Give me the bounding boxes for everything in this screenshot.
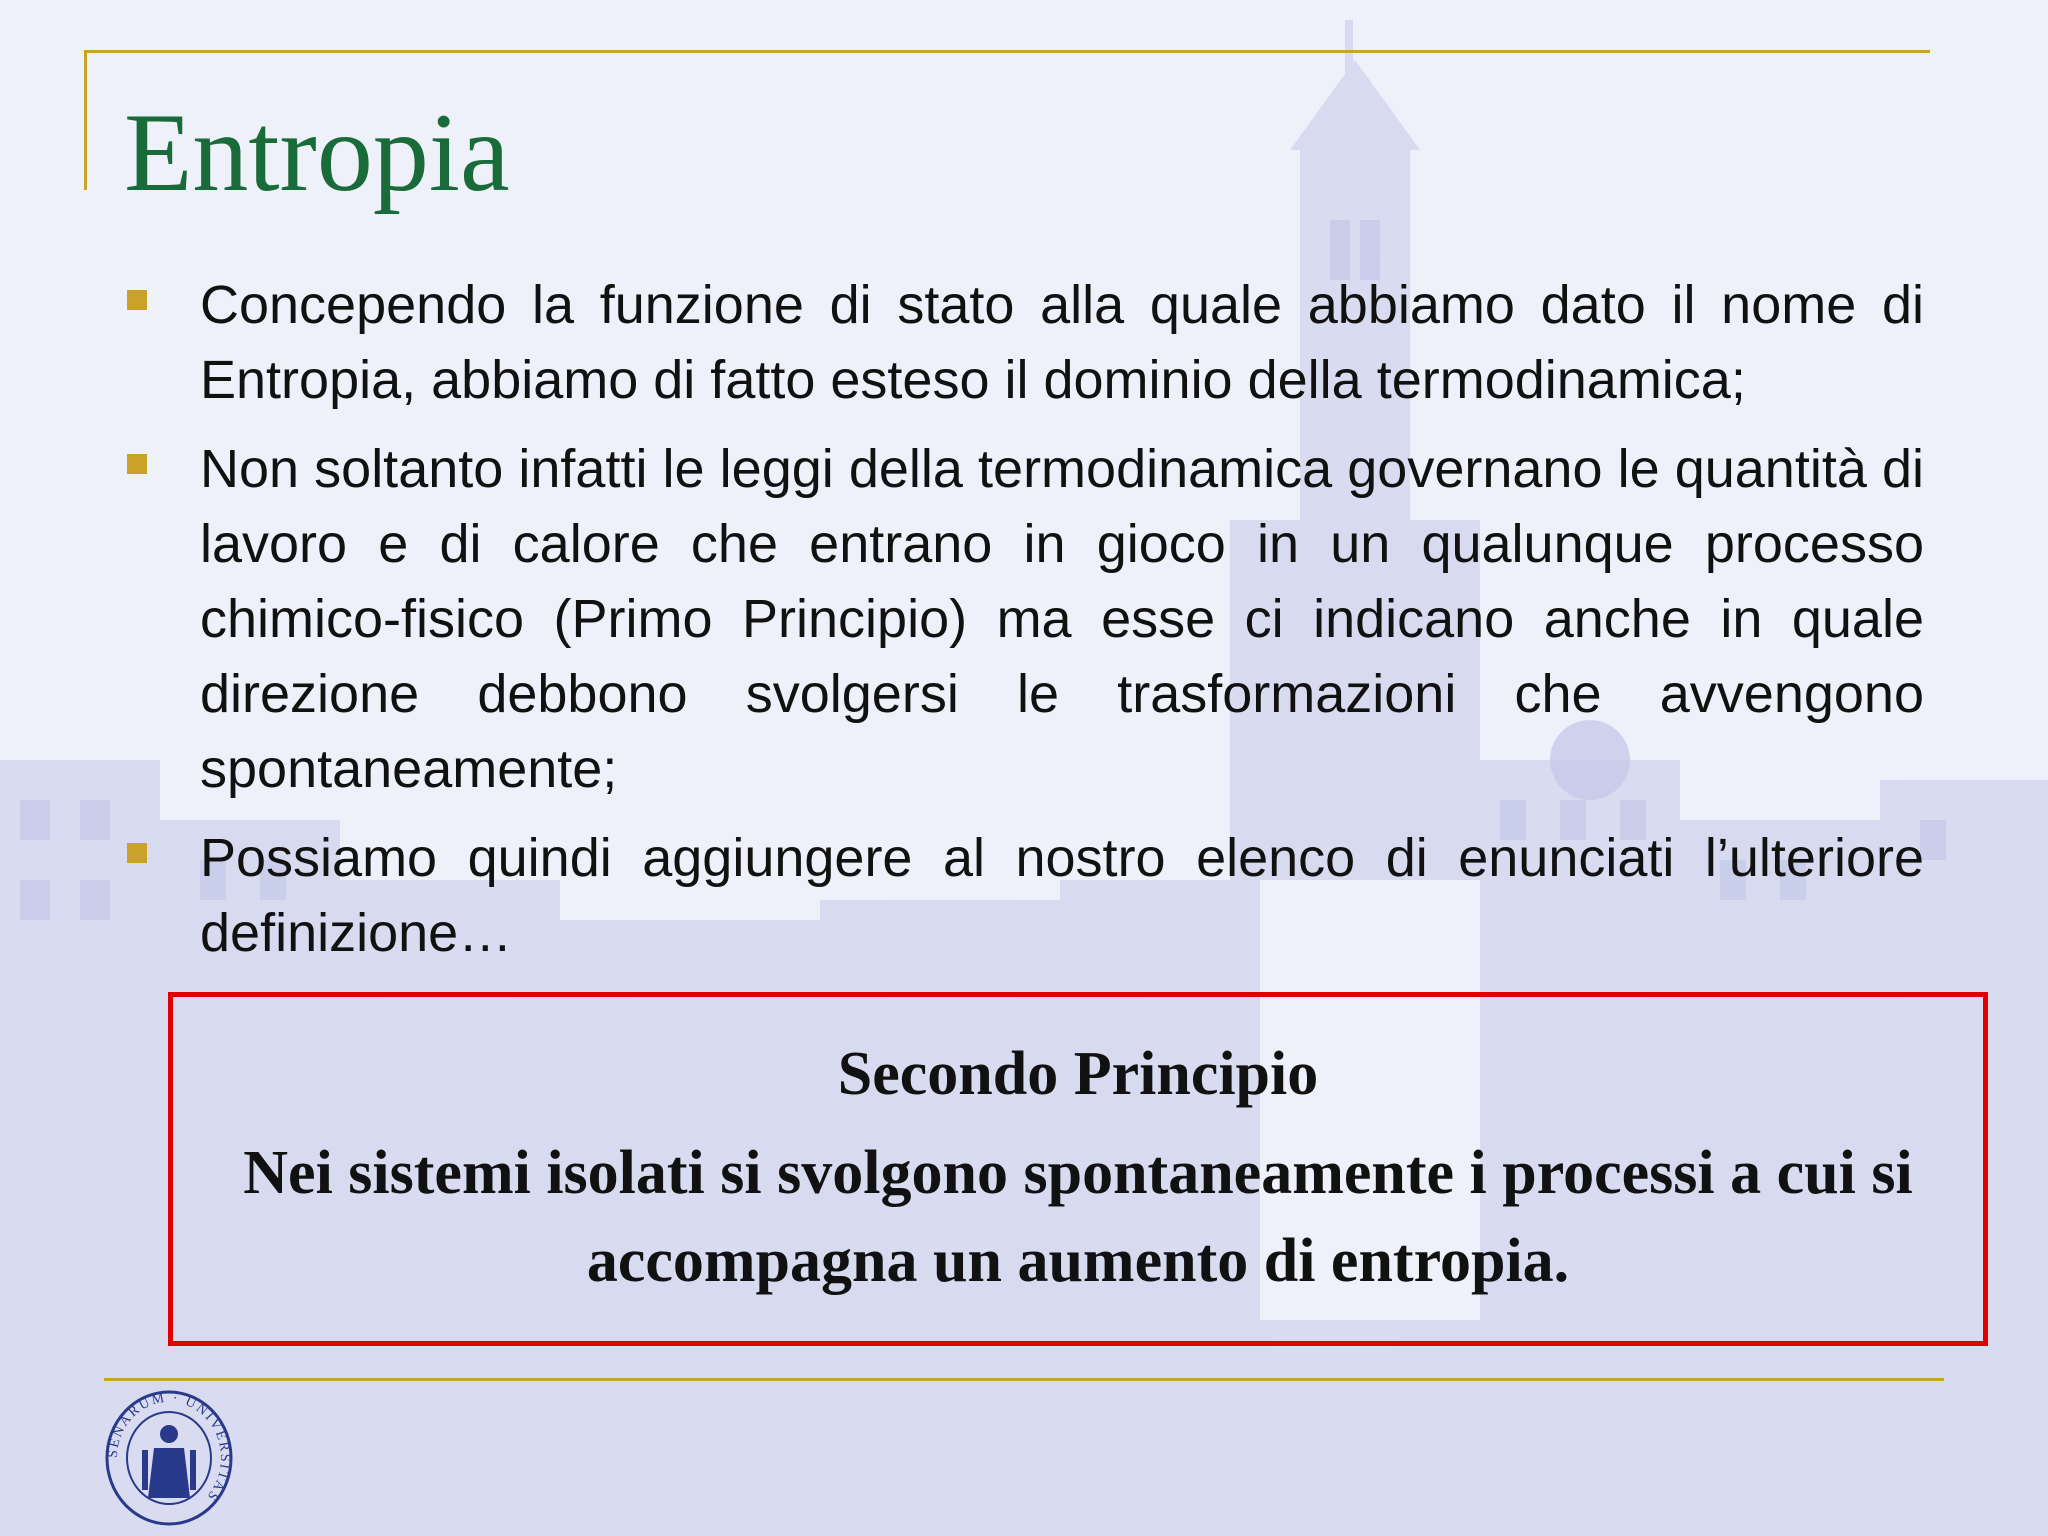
slide-title: Entropia	[124, 91, 510, 215]
box-statement: Nei sistemi isolati si svolgono spontaneamente i processi a cui si accompagna un aumento di entropia.	[243, 1139, 1913, 1295]
bullet-list	[124, 268, 1924, 985]
box-heading: Secondo Principio	[837, 1040, 1319, 1108]
bottom-rule	[104, 1378, 1944, 1381]
top-rule	[84, 50, 1930, 53]
bullet-text: Possiamo quindi aggiungere al nostro elenco di enunciati l’ulteriore definizione…	[200, 828, 1924, 963]
square-bullet-icon	[127, 290, 147, 310]
left-rule	[84, 50, 87, 190]
bullet-item	[124, 268, 1924, 418]
square-bullet-icon	[127, 843, 147, 863]
bullet-text: Concependo la funzione di stato alla quale abbiamo dato il nome di Entropia, abbiamo di fatto esteso il dominio della termodinamica;	[200, 275, 1924, 410]
seal-text: SENARUM · UNIVERSITAS	[105, 1390, 233, 1505]
bullet-item	[124, 821, 1924, 971]
university-seal-icon	[104, 1388, 234, 1528]
highlight-box	[168, 992, 1988, 1346]
square-bullet-icon	[127, 454, 147, 474]
bullet-text: Non soltanto infatti le leggi della termodinamica governano le quantità di lavoro e di calore che entrano in gioco in un qualunque processo chimico-fisico (Primo Principio) ma esse ci indicano anche in quale direzione debbono svolgersi le trasformazioni che avvengono spontaneamente;	[200, 439, 1924, 799]
bullet-item	[124, 432, 1924, 807]
